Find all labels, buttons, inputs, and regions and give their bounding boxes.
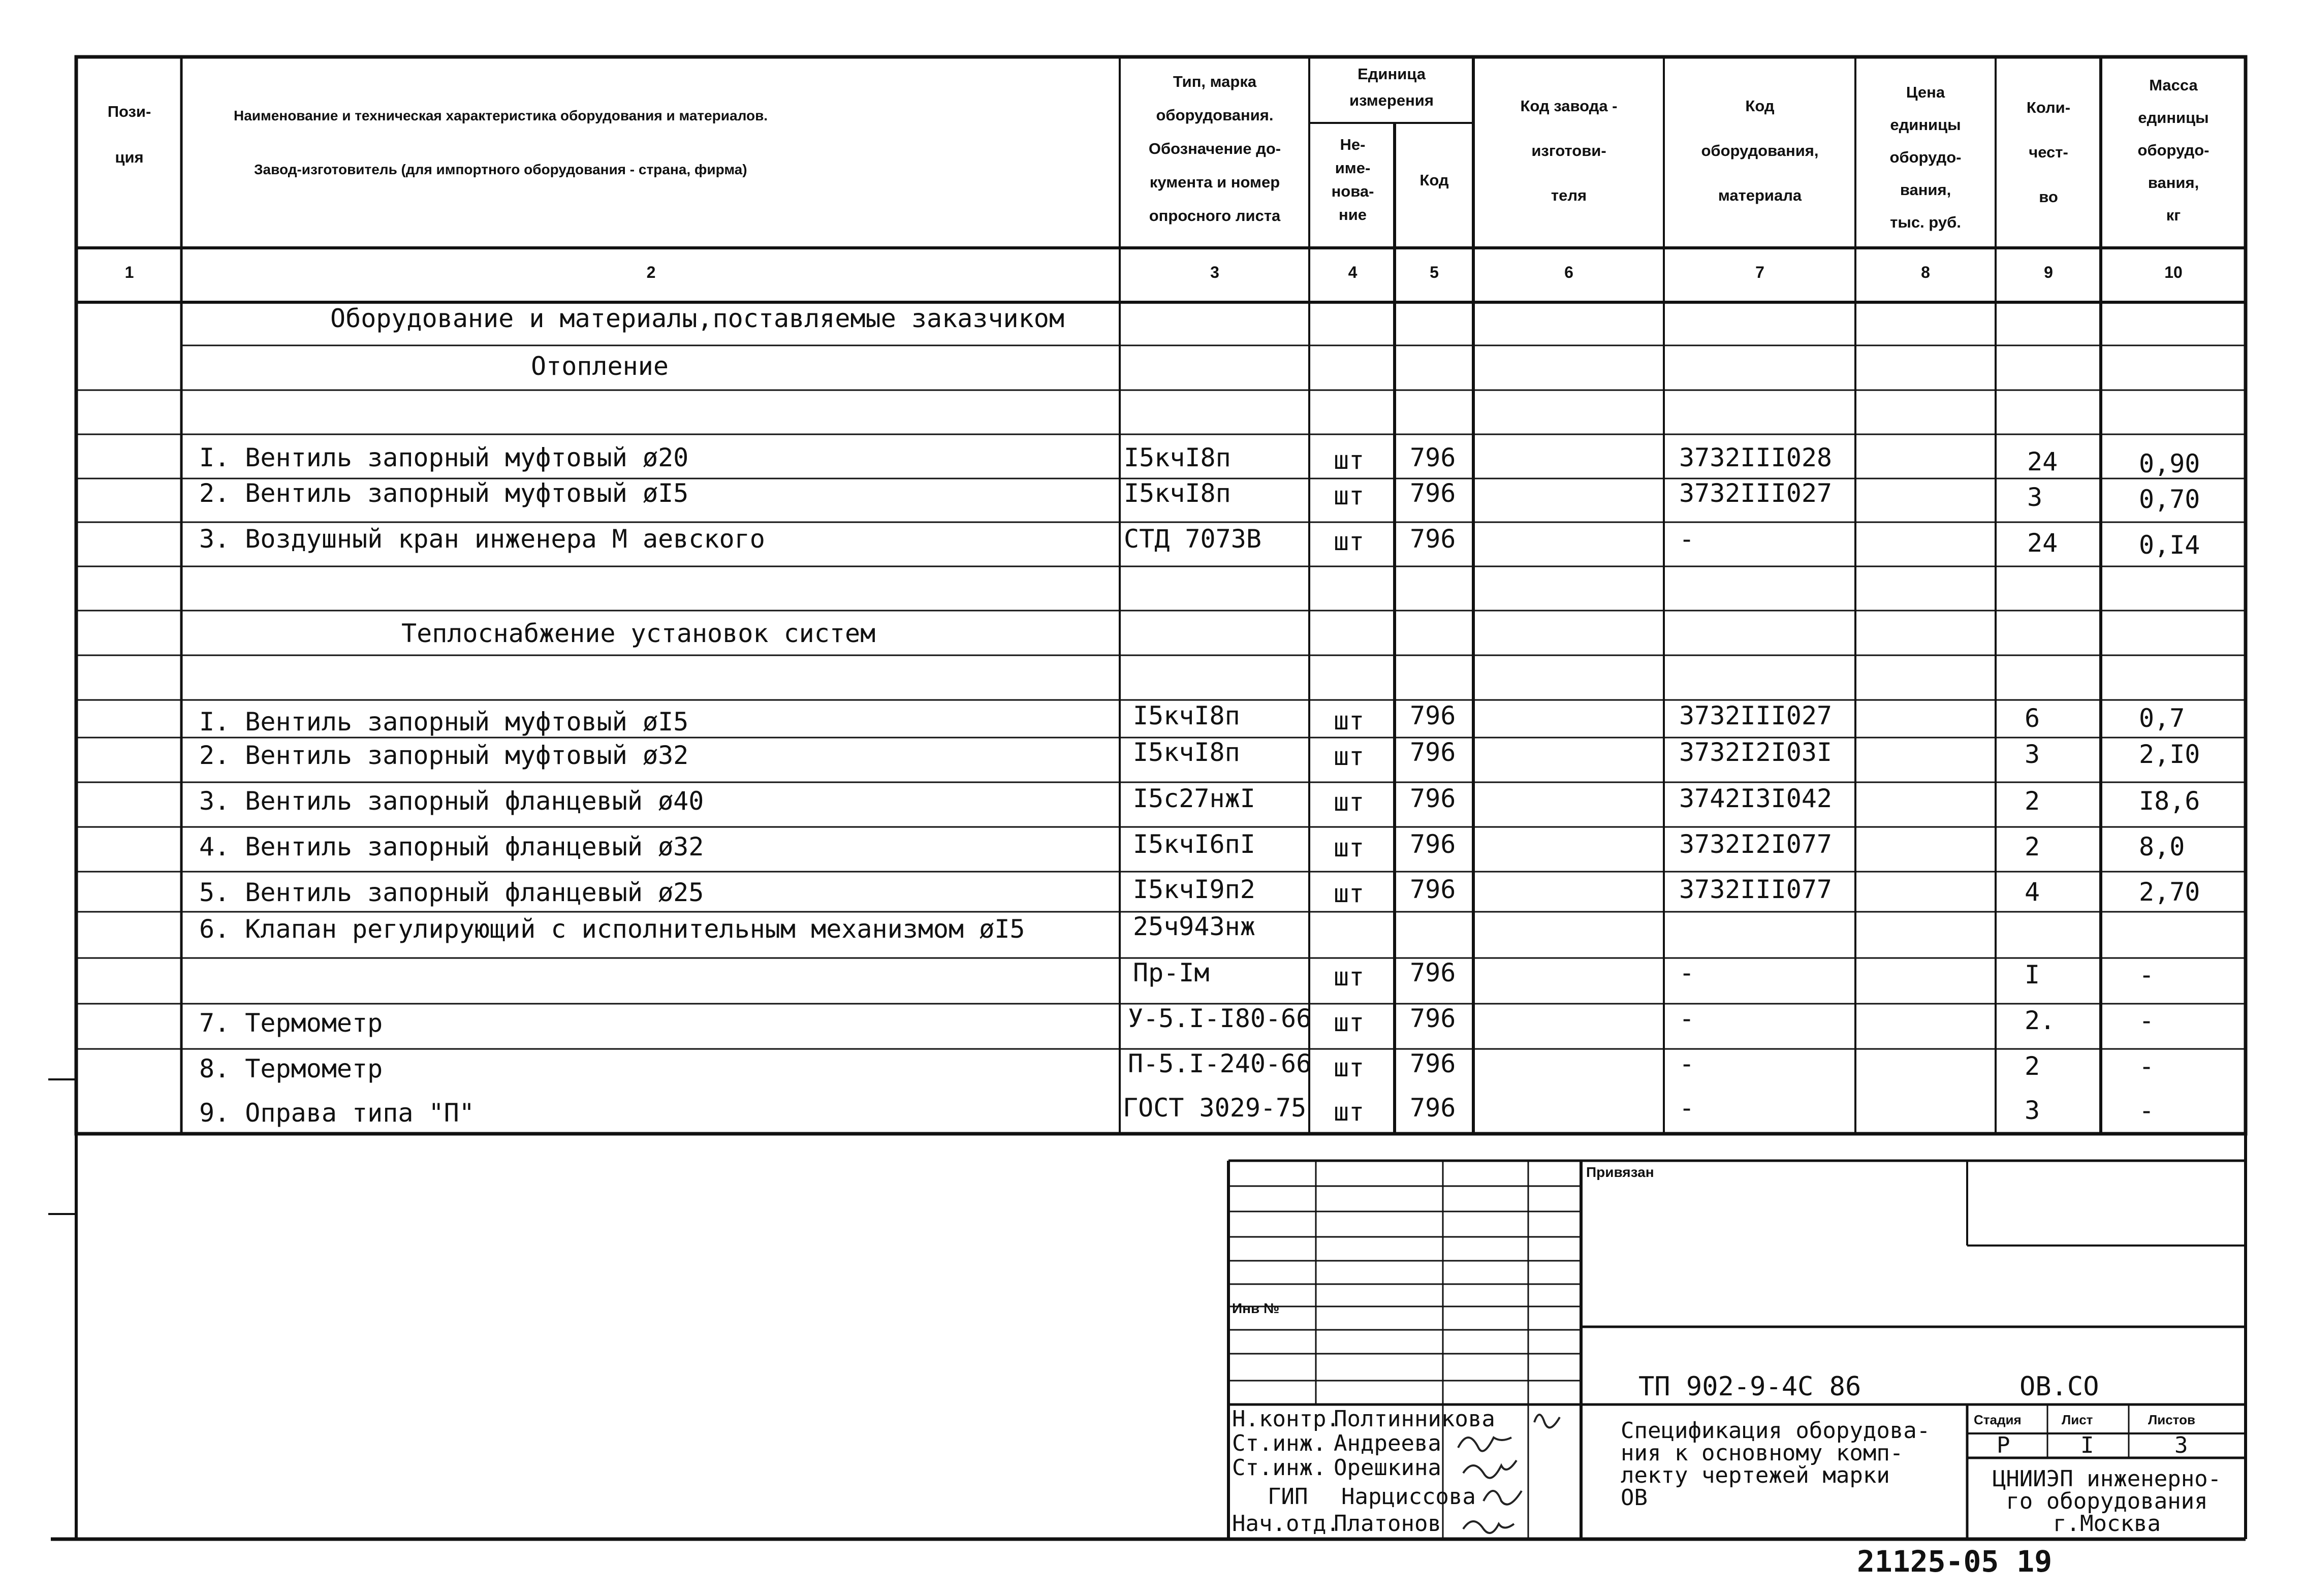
item-unit-code: 796	[1410, 524, 1456, 554]
item-quantity: 2	[2025, 786, 2040, 816]
item-mass: I8,6	[2139, 786, 2200, 816]
item-material-code: 3742I3I042	[1679, 784, 1833, 813]
item-mass: 2,I0	[2139, 740, 2200, 769]
item-unit: шт	[1334, 706, 1365, 736]
item-unit-code: 796	[1410, 478, 1456, 508]
item-unit-code: 796	[1410, 875, 1456, 904]
col-number: 3	[1210, 263, 1219, 281]
item-unit-code: 796	[1410, 1004, 1456, 1033]
item-mass: -	[2139, 1006, 2155, 1035]
archive-number: 21125-05 19	[1857, 1544, 2053, 1579]
item-material-code: -	[1679, 1004, 1695, 1033]
header-quantity: Коли- чест- во	[2026, 99, 2071, 206]
section-title-supplied: Оборудование и материалы,поставляемые заказчиком	[330, 304, 1064, 333]
person-name: Платонов	[1334, 1511, 1441, 1537]
item-type: I5кчI8п	[1124, 443, 1231, 472]
item-material-code: -	[1679, 958, 1695, 987]
sheets-label: Листов	[2148, 1412, 2195, 1427]
item-quantity: 2.	[2025, 1006, 2056, 1035]
item-type: ГОСТ 3029-75	[1123, 1093, 1307, 1123]
header-unit-name: Не- име- нова- ние	[1331, 136, 1374, 224]
item-name: I. Вентиль запорный муфтовый øI5	[199, 707, 689, 737]
role-label: Н.контр.	[1232, 1406, 1340, 1432]
item-type: I5кчI9п2	[1133, 875, 1255, 904]
item-unit: шт	[1334, 742, 1365, 771]
item-unit: шт	[1334, 1097, 1365, 1127]
item-mass: -	[2139, 1051, 2155, 1081]
organization: ЦНИИЭП инженерно- го оборудования г.Москва	[1992, 1466, 2222, 1537]
header-unit-code: Код	[1419, 171, 1449, 189]
item-unit: шт	[1334, 787, 1365, 817]
header-material-code: Код оборудования, материала	[1701, 97, 1819, 204]
item-unit-code: 796	[1410, 1093, 1456, 1123]
header-factory-code: Код завода - изготови- теля	[1520, 97, 1618, 204]
item-unit: шт	[1334, 481, 1365, 510]
item-material-code: -	[1679, 1049, 1695, 1078]
section-title-heat-supply: Теплоснабжение установок систем	[401, 619, 876, 648]
item-name: 4. Вентиль запорный фланцевый ø32	[199, 832, 704, 861]
stage-label: Стадия	[1974, 1412, 2022, 1427]
item-quantity: I	[2025, 960, 2040, 989]
item-unit-code: 796	[1410, 443, 1456, 472]
item-unit-code: 796	[1410, 738, 1456, 767]
col-number: 1	[124, 263, 134, 281]
drawing-mark: ОВ.СО	[2019, 1371, 2099, 1402]
stage-value: Р	[1997, 1432, 2010, 1458]
item-unit-code: 796	[1410, 784, 1456, 813]
item-type: У-5.I-I80-66	[1128, 1004, 1312, 1033]
item-material-code: -	[1679, 524, 1695, 554]
item-type: I5кчI6пI	[1133, 829, 1255, 859]
item-unit: шт	[1334, 1053, 1365, 1082]
item-mass: 0,I4	[2139, 530, 2200, 560]
person-name: Полтинникова	[1334, 1406, 1495, 1432]
person-name: Орешкина	[1334, 1455, 1441, 1481]
header-type: Тип, марка оборудования. Обозначение до- кумента и номер опросного листа	[1148, 73, 1281, 225]
item-quantity: 2	[2025, 832, 2040, 861]
signature-icon	[1534, 1415, 1560, 1427]
sheet-value: I	[2080, 1432, 2094, 1458]
item-material-code: 3732III077	[1679, 875, 1833, 904]
item-unit: шт	[1334, 1008, 1365, 1037]
item-material-code: 3732I2I03I	[1679, 738, 1833, 767]
item-material-code: 3732III028	[1679, 443, 1833, 472]
item-type: I5кчI8п	[1133, 738, 1240, 767]
header-name-line1: Наименование и техническая характеристика оборудования и материалов.	[234, 108, 768, 123]
item-name: 3. Воздушный кран инженера М аевского	[199, 524, 765, 554]
item-unit: шт	[1334, 527, 1365, 556]
item-type: I5кчI8п	[1133, 701, 1240, 730]
role-label: Ст.инж.	[1232, 1430, 1327, 1456]
item-unit-code: 796	[1410, 829, 1456, 859]
item-unit-code: 796	[1410, 701, 1456, 730]
section-title-heating: Отопление	[531, 352, 669, 381]
item-name: 7. Термометр	[199, 1008, 383, 1038]
item-mass: 0,90	[2139, 449, 2200, 478]
item-quantity: 4	[2025, 877, 2040, 907]
signature-icon	[1458, 1438, 1511, 1451]
col-number: 8	[1921, 263, 1930, 281]
item-mass: -	[2139, 1096, 2155, 1125]
role-label: Нач.отд.	[1232, 1511, 1340, 1537]
item-type: СТД 7073В	[1124, 524, 1261, 554]
header-name-line2: Завод-изготовитель (для импортного оборудования - страна, фирма)	[254, 162, 747, 177]
item-name: 8. Термометр	[199, 1054, 383, 1083]
item-quantity: 3	[2027, 483, 2043, 512]
item-mass: 0,70	[2139, 485, 2200, 514]
item-type: 25ч943нж	[1133, 912, 1255, 941]
item-unit: шт	[1334, 833, 1365, 863]
item-material-code: 3732III027	[1679, 478, 1833, 508]
item-unit: шт	[1334, 962, 1365, 992]
bound-label: Привязан	[1586, 1164, 1654, 1180]
item-name: 3. Вентиль запорный фланцевый ø40	[199, 786, 704, 816]
col-number: 6	[1564, 263, 1573, 281]
role-label: ГИП	[1268, 1484, 1308, 1510]
document-code: ТП 902-9-4С 86	[1638, 1371, 1861, 1402]
item-quantity: 6	[2025, 704, 2040, 733]
item-type: Пр-Iм	[1133, 958, 1210, 987]
person-name: Нарциссова	[1341, 1484, 1476, 1510]
item-type: П-5.I-240-66	[1128, 1049, 1312, 1078]
item-material-code: 3732III027	[1679, 701, 1833, 730]
item-unit: шт	[1334, 445, 1365, 475]
col-number: 4	[1348, 263, 1358, 281]
header-price: Цена единицы оборудо- вания, тыс. руб.	[1889, 83, 1962, 231]
signature-icon	[1484, 1491, 1522, 1505]
person-name: Андреева	[1334, 1430, 1441, 1456]
item-name: 5. Вентиль запорный фланцевый ø25	[199, 878, 704, 907]
item-quantity: 2	[2025, 1051, 2040, 1081]
document-description: Спецификация оборудова- ния к основному комп- лекту чертежей марки ОВ	[1621, 1418, 1931, 1511]
item-name: 6. Клапан регулирующий с исполнительным механизмом øI5	[199, 914, 1025, 944]
col-number: 10	[2164, 263, 2183, 281]
item-unit-code: 796	[1410, 958, 1456, 987]
col-number: 9	[2044, 263, 2053, 281]
item-quantity: 24	[2027, 447, 2058, 476]
sheet-label: Лист	[2062, 1412, 2093, 1427]
item-unit-code: 796	[1410, 1049, 1456, 1078]
item-mass: 8,0	[2139, 832, 2185, 861]
item-unit: шт	[1334, 879, 1365, 908]
col-number: 2	[646, 263, 656, 281]
header-unit: Единица измерения	[1349, 65, 1434, 109]
item-name: 2. Вентиль запорный муфтовый øI5	[199, 478, 689, 508]
header-mass: Масса единицы оборудо- вания, кг	[2137, 76, 2210, 224]
col-number: 7	[1755, 263, 1764, 281]
item-material-code: 3732I2I077	[1679, 829, 1833, 859]
item-type: I5с27нжI	[1133, 784, 1255, 813]
item-type: I5кчI8п	[1124, 478, 1231, 508]
item-name: 9. Оправа типа "П"	[199, 1098, 475, 1128]
header-position: Пози- ция	[107, 103, 151, 166]
sheets-value: 3	[2174, 1432, 2188, 1458]
signature-icon	[1463, 1460, 1517, 1478]
item-quantity: 3	[2025, 740, 2040, 769]
item-quantity: 24	[2027, 528, 2058, 558]
item-mass: 0,7	[2139, 704, 2185, 733]
signature-icon	[1463, 1521, 1514, 1533]
item-name: I. Вентиль запорный муфтовый ø20	[199, 443, 689, 472]
item-name: 2. Вентиль запорный муфтовый ø32	[199, 741, 689, 770]
item-mass: -	[2139, 960, 2155, 989]
inventory-label: Инв №	[1232, 1300, 1280, 1316]
item-mass: 2,70	[2139, 877, 2200, 907]
role-label: Ст.инж.	[1232, 1455, 1327, 1481]
col-number: 5	[1430, 263, 1439, 281]
item-quantity: 3	[2025, 1096, 2040, 1125]
item-material-code: -	[1679, 1093, 1695, 1123]
